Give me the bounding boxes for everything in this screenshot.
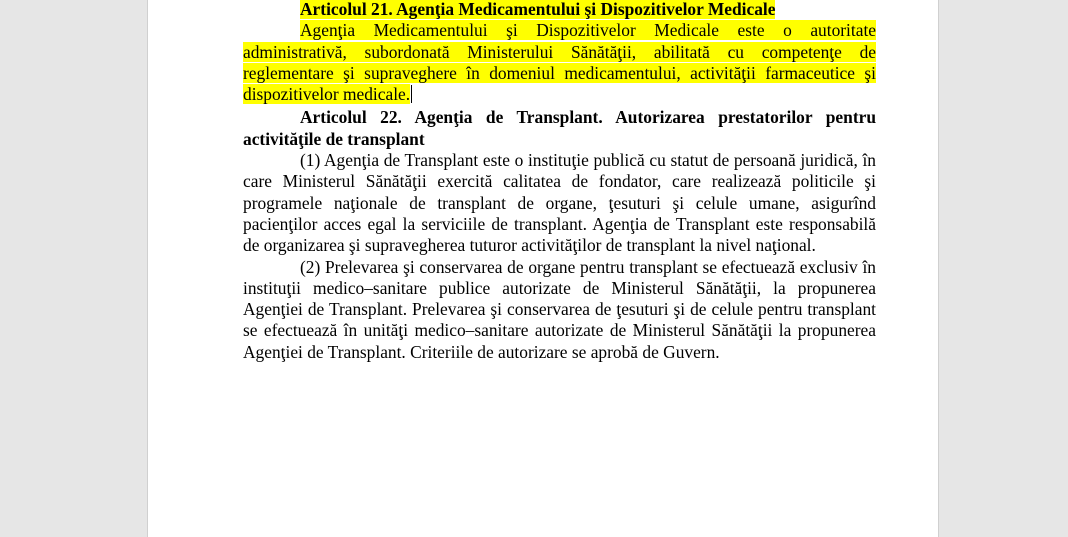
article-21-paragraph-text: Agenţia Medicamentului şi Dispozitivelor Medicale este o autoritate administrativă, subordonată Ministerului Sănătăţii, abilitată cu competenţe de reglementare şi supraveghere în domeniul medicamentului, activităţii farmaceutice şi dispozitivelor medicale.	[243, 20, 876, 105]
article-21-heading	[243, 0, 876, 20]
article-22-paragraph-1: (1) Agenţia de Transplant este o instituţie publică cu statut de persoană juridică, în care Ministerul Sănătăţii exercită calitatea de fondator, care realizează politicile şi programele naţionale de transplant de organe, ţesuturi şi celule umane, asigurînd pacienţilor acces egal la serviciile de transplant. Agenţia de Transplant este responsabilă de organizarea şi supravegherea tuturor activităţilor de transplant la nivel naţional.	[243, 150, 876, 256]
document-body[interactable]	[243, 0, 876, 363]
article-22-heading: Articolul 22. Agenţia de Transplant. Autorizarea prestatorilor pentru activităţile de transplant	[243, 107, 876, 149]
article-22-paragraph-2: (2) Prelevarea şi conservarea de organe pentru transplant se efectuează exclusiv în instituţii medico–sanitare publice autorizate de Ministerul Sănătăţii, la propunerea Agenţiei de Transplant. Prelevarea şi conservarea de ţesuturi şi de celule pentru transplant se efectuează în unităţi medico–sanitare autorizate de Ministerul Sănătăţii la propunerea Agenţiei de Transplant. Criteriile de autorizare se aprobă de Guvern.	[243, 256, 876, 362]
text-cursor	[411, 85, 412, 103]
article-21-heading-text: Articolul 21. Agenţia Medicamentului şi Dispozitivelor Medicale	[300, 0, 776, 19]
article-21-paragraph	[243, 20, 876, 105]
document-page	[147, 0, 939, 537]
